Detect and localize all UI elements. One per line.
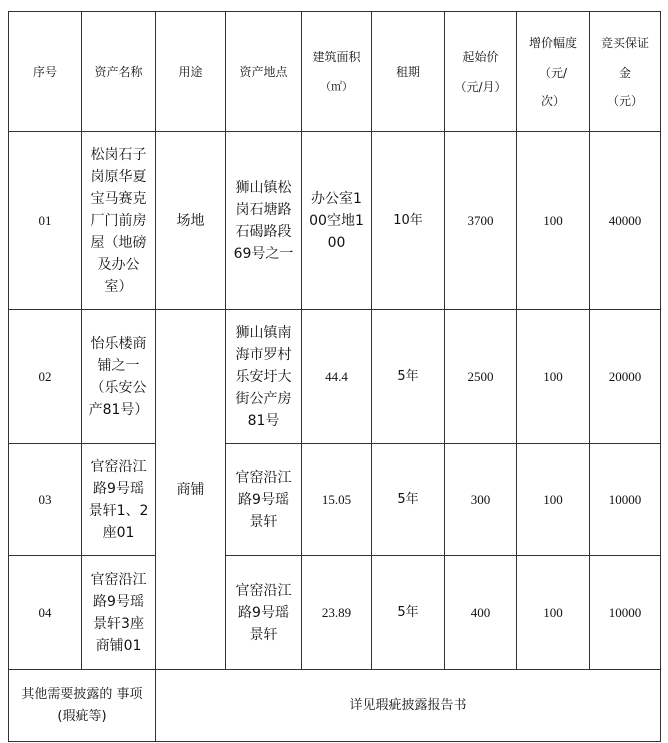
header-increment-line3: 次）: [540, 93, 565, 108]
row-asset-name: 松岗石子岗原华夏宝马赛克厂门前房屋（地磅及办公室）: [82, 132, 156, 310]
row-deposit: 10000: [590, 444, 661, 556]
row-term: 5年: [372, 444, 445, 556]
header-price: [445, 12, 517, 132]
header-area: [302, 12, 372, 132]
row-term: 10年: [372, 132, 445, 310]
header-deposit-line1: 竞买保证: [600, 35, 649, 50]
header-increment-line1: 增价幅度: [528, 35, 577, 50]
row-increment: 100: [517, 310, 590, 444]
row-price: 2500: [445, 310, 517, 444]
header-name: 资产名称: [82, 12, 156, 132]
header-seq: 序号: [9, 12, 82, 132]
row-increment: 100: [517, 444, 590, 556]
row-increment: 100: [517, 132, 590, 310]
row-area: 办公室100空地100: [302, 132, 372, 310]
row-location: 狮山镇南海市罗村乐安圩大街公产房81号: [226, 310, 302, 444]
row-asset-name: 怡乐楼商铺之一（乐安公产81号）: [82, 310, 156, 444]
row-price: 3700: [445, 132, 517, 310]
row-location: 官窑沿江路9号瑶景轩: [226, 556, 302, 670]
table-row: [9, 132, 661, 310]
row-term: 5年: [372, 310, 445, 444]
row-use: 场地: [156, 132, 226, 310]
row-area: 44.4: [302, 310, 372, 444]
row-deposit: 20000: [590, 310, 661, 444]
disclosure-label: 其他需要披露的 事项(瑕疵等): [9, 670, 156, 742]
row-area: 15.05: [302, 444, 372, 556]
header-area-line2: （㎡）: [320, 79, 353, 93]
footer-row: [9, 670, 661, 742]
header-deposit-line2: 金: [618, 65, 631, 80]
row-price: 300: [445, 444, 517, 556]
row-seq: 01: [9, 132, 82, 310]
header-location: 资产地点: [226, 12, 302, 132]
row-increment: 100: [517, 556, 590, 670]
row-area: 23.89: [302, 556, 372, 670]
table-row: [9, 310, 661, 444]
header-deposit-line3: （元）: [606, 93, 643, 108]
row-price: 400: [445, 556, 517, 670]
table-row: [9, 556, 661, 670]
row-seq: 04: [9, 556, 82, 670]
header-use: 用途: [156, 12, 226, 132]
header-price-line2: （元/月）: [454, 79, 507, 94]
header-increment-line2: （元/: [538, 65, 568, 80]
row-term: 5年: [372, 556, 445, 670]
row-deposit: 40000: [590, 132, 661, 310]
asset-lease-table: [8, 11, 661, 742]
header-price-line1: 起始价: [462, 49, 499, 64]
row-deposit: 10000: [590, 556, 661, 670]
row-use: 商铺: [156, 310, 226, 670]
header-row: [9, 12, 661, 132]
row-location: 狮山镇松岗石塘路石碣路段69号之一: [226, 132, 302, 310]
table-row: [9, 444, 661, 556]
disclosure-value: 详见瑕疵披露报告书: [156, 670, 661, 742]
header-deposit: [590, 12, 661, 132]
row-asset-name: 官窑沿江路9号瑶景轩1、2座01: [82, 444, 156, 556]
row-location: 官窑沿江路9号瑶景轩: [226, 444, 302, 556]
header-area-line1: 建筑面积: [312, 49, 361, 64]
row-seq: 03: [9, 444, 82, 556]
header-term: 租期: [372, 12, 445, 132]
row-seq: 02: [9, 310, 82, 444]
row-asset-name: 官窑沿江路9号瑶景轩3座商铺01: [82, 556, 156, 670]
header-increment: [517, 12, 590, 132]
